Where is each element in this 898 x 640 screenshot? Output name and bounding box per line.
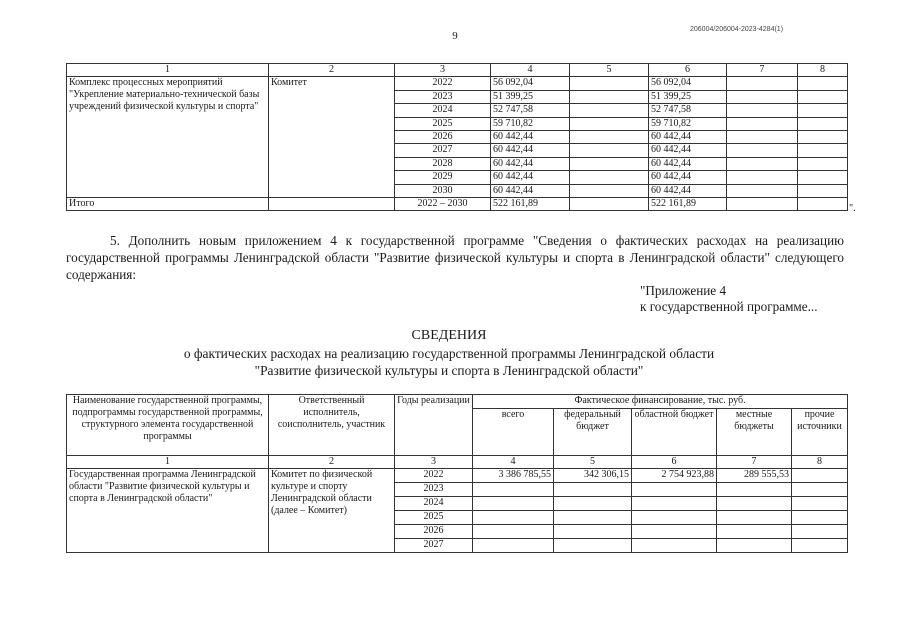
- empty-cell: [798, 77, 848, 90]
- table-row: [67, 469, 848, 483]
- year-cell: 2024: [395, 497, 473, 511]
- local-cell: [717, 539, 792, 553]
- column-number: 3: [395, 64, 491, 77]
- empty-cell: [570, 130, 649, 143]
- empty-cell: [570, 171, 649, 184]
- total-cell: [473, 539, 554, 553]
- column-number: 1: [67, 64, 269, 77]
- year-cell: 2023: [395, 90, 491, 103]
- value-cell: 56 092,04: [649, 77, 727, 90]
- empty-cell: [798, 184, 848, 197]
- closing-quote: ".: [849, 203, 856, 214]
- total-row: [67, 197, 848, 210]
- empty-cell: [570, 77, 649, 90]
- year-cell: 2028: [395, 157, 491, 170]
- year-cell: 2025: [395, 511, 473, 525]
- other-cell: [792, 511, 848, 525]
- year-cell: 2026: [395, 130, 491, 143]
- empty-cell: [727, 184, 798, 197]
- empty-cell: [570, 144, 649, 157]
- column-number-row: [67, 64, 848, 77]
- other-cell: [792, 525, 848, 539]
- year-cell: 2027: [395, 144, 491, 157]
- header-funding: Фактическое финансирование, тыс. руб.: [473, 395, 848, 409]
- year-cell: 2023: [395, 483, 473, 497]
- total-value: 522 161,89: [491, 197, 570, 210]
- regional-cell: [632, 483, 717, 497]
- appendix-line-1: "Приложение 4: [640, 283, 727, 298]
- column-number: 6: [632, 456, 717, 469]
- header-federal: федеральный бюджет: [554, 409, 632, 456]
- regional-cell: [632, 511, 717, 525]
- actual-expenses-table: [66, 394, 848, 553]
- year-cell: 2026: [395, 525, 473, 539]
- program-name: Государственная программа Ленинградской области "Развитие физической культуры и спорта в Ленинградской области": [67, 469, 269, 553]
- total-cell: [473, 497, 554, 511]
- program-executor: Комитет по физической культуре и спорту Ленинградской области (далее – Комитет): [269, 469, 395, 553]
- column-number: 4: [473, 456, 554, 469]
- empty-cell: [570, 157, 649, 170]
- local-cell: [717, 497, 792, 511]
- year-cell: 2022: [395, 77, 491, 90]
- empty-cell: [727, 157, 798, 170]
- column-number: 6: [649, 64, 727, 77]
- year-cell: 2025: [395, 117, 491, 130]
- value-cell: 51 399,25: [649, 90, 727, 103]
- empty-cell: [798, 117, 848, 130]
- year-cell: 2024: [395, 104, 491, 117]
- federal-cell: [554, 539, 632, 553]
- federal-cell: [554, 497, 632, 511]
- document-id: 206004/206004-2023-4284(1): [690, 26, 784, 33]
- appendix-line-2: к государственной программе...: [640, 299, 818, 314]
- empty-cell: [798, 144, 848, 157]
- header-executor: Ответственный исполнитель, соисполнитель, участник: [269, 395, 395, 456]
- empty-cell: [570, 184, 649, 197]
- value-cell: 56 092,04: [491, 77, 570, 90]
- regional-cell: [632, 539, 717, 553]
- other-cell: [792, 483, 848, 497]
- value-cell: 59 710,82: [649, 117, 727, 130]
- column-number: 5: [554, 456, 632, 469]
- header-other: прочие источники: [792, 409, 848, 456]
- page-number: 9: [452, 30, 458, 42]
- column-number: 2: [269, 64, 395, 77]
- total-cell: 3 386 785,55: [473, 469, 554, 483]
- local-cell: [717, 483, 792, 497]
- value-cell: 60 442,44: [649, 157, 727, 170]
- header-total: всего: [473, 409, 554, 456]
- column-number: 1: [67, 456, 269, 469]
- empty-cell: [798, 90, 848, 103]
- column-number: 8: [792, 456, 848, 469]
- empty-cell: [570, 104, 649, 117]
- empty-cell: [570, 197, 649, 210]
- empty-cell: [798, 104, 848, 117]
- regional-cell: [632, 497, 717, 511]
- other-cell: [792, 497, 848, 511]
- empty-cell: [798, 171, 848, 184]
- empty-cell: [798, 197, 848, 210]
- value-cell: 60 442,44: [649, 171, 727, 184]
- table-row: [67, 77, 848, 90]
- title-subtitle-1: о фактических расходах на реализацию государственной программы Ленинградской области: [183, 346, 715, 361]
- federal-cell: [554, 483, 632, 497]
- total-cell: [473, 483, 554, 497]
- value-cell: 60 442,44: [649, 184, 727, 197]
- empty-cell: [727, 117, 798, 130]
- year-cell: 2022: [395, 469, 473, 483]
- amendment-paragraph: [66, 232, 844, 283]
- column-number: 8: [798, 64, 848, 77]
- header-local: местные бюджеты: [717, 409, 792, 456]
- executor: Комитет: [269, 77, 395, 198]
- total-years: 2022 – 2030: [395, 197, 491, 210]
- empty-cell: [727, 197, 798, 210]
- value-cell: 52 747,58: [491, 104, 570, 117]
- empty-cell: [798, 157, 848, 170]
- value-cell: 60 442,44: [649, 130, 727, 143]
- value-cell: 59 710,82: [491, 117, 570, 130]
- empty-cell: [727, 90, 798, 103]
- title-heading: СВЕДЕНИЯ: [411, 328, 487, 343]
- paragraph-text: 5. Дополнить новым приложением 4 к государственной программе "Сведения о фактических расходах на реализацию государственной программы Ленинградской области "Развитие физической культуры и спорта в Ленинградской области" следующего содержания:: [66, 233, 844, 282]
- column-number: 2: [269, 456, 395, 469]
- total-value: 522 161,89: [649, 197, 727, 210]
- federal-cell: [554, 511, 632, 525]
- year-cell: 2030: [395, 184, 491, 197]
- empty-cell: [727, 104, 798, 117]
- empty-cell: [727, 144, 798, 157]
- header-years: Годы реализации: [395, 395, 473, 456]
- value-cell: 60 442,44: [491, 130, 570, 143]
- value-cell: 60 442,44: [649, 144, 727, 157]
- activity-cost-table: [66, 63, 848, 211]
- empty-cell: [798, 130, 848, 143]
- title-subtitle-2: "Развитие физической культуры и спорта в Ленинградской области": [254, 363, 644, 378]
- column-number-row: [67, 456, 848, 469]
- activity-name: Комплекс процессных мероприятий "Укрепление материально-технической базы учреждений физической культуры и спорта": [67, 77, 269, 198]
- federal-cell: 342 306,15: [554, 469, 632, 483]
- local-cell: [717, 511, 792, 525]
- empty-cell: [570, 90, 649, 103]
- year-cell: 2027: [395, 539, 473, 553]
- column-number: 7: [717, 456, 792, 469]
- empty-cell: [570, 117, 649, 130]
- value-cell: 60 442,44: [491, 184, 570, 197]
- value-cell: 60 442,44: [491, 144, 570, 157]
- value-cell: 51 399,25: [491, 90, 570, 103]
- regional-cell: 2 754 923,88: [632, 469, 717, 483]
- empty-cell: [727, 171, 798, 184]
- regional-cell: [632, 525, 717, 539]
- empty-cell: [269, 197, 395, 210]
- total-cell: [473, 525, 554, 539]
- header-name: Наименование государственной программы, подпрограммы государственной программы, структурного элемента государственной программы: [67, 395, 269, 456]
- appendix-caption: [640, 283, 818, 315]
- column-number: 4: [491, 64, 570, 77]
- total-label: Итого: [67, 197, 269, 210]
- total-cell: [473, 511, 554, 525]
- empty-cell: [727, 130, 798, 143]
- header-regional: областной бюджет: [632, 409, 717, 456]
- local-cell: 289 555,53: [717, 469, 792, 483]
- value-cell: 60 442,44: [491, 171, 570, 184]
- column-number: 5: [570, 64, 649, 77]
- other-cell: [792, 539, 848, 553]
- year-cell: 2029: [395, 171, 491, 184]
- federal-cell: [554, 525, 632, 539]
- column-number: 3: [395, 456, 473, 469]
- column-number: 7: [727, 64, 798, 77]
- value-cell: 60 442,44: [491, 157, 570, 170]
- value-cell: 52 747,58: [649, 104, 727, 117]
- other-cell: [792, 469, 848, 483]
- empty-cell: [727, 77, 798, 90]
- local-cell: [717, 525, 792, 539]
